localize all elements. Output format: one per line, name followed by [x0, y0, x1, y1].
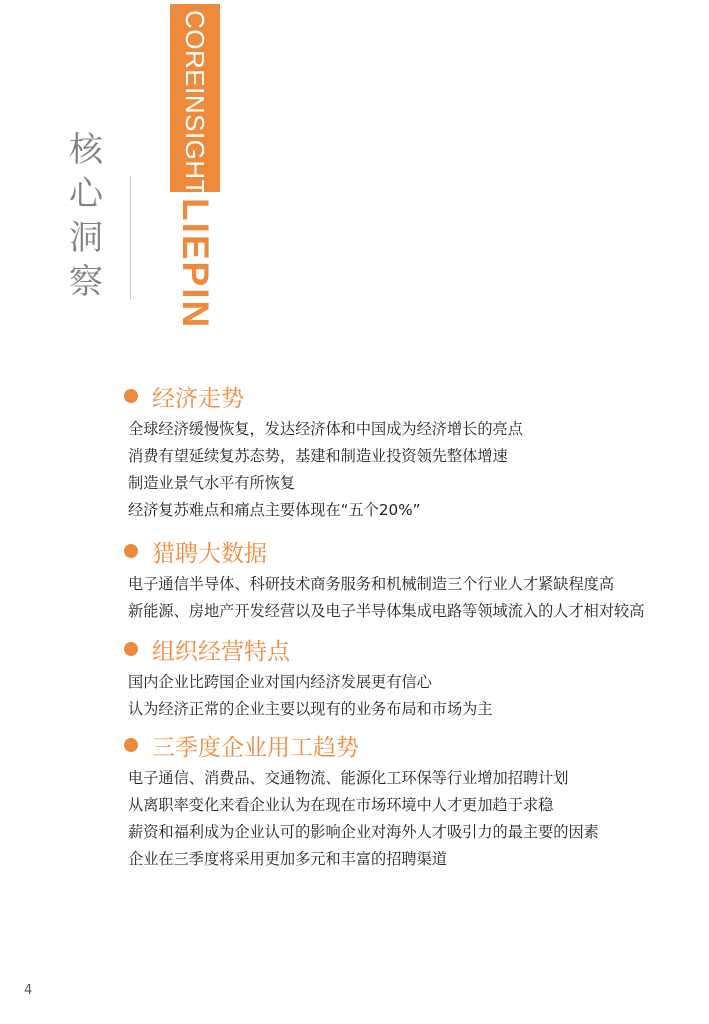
section-economic-trend — [128, 378, 698, 524]
list-item: 电子通信半导体、科研技术商务服务和机械制造三个行业人才紧缺程度高 — [128, 575, 614, 593]
list-item: 电子通信、消费品、交通物流、能源化工环保等行业增加招聘计划 — [128, 769, 569, 787]
spacer — [128, 524, 698, 533]
list-item: 认为经济正常的企业主要以现有的业务布局和市场为主 — [128, 700, 493, 718]
section-items — [128, 669, 698, 723]
section-heading — [124, 378, 698, 414]
list-item: 薪资和福利成为企业认可的影响企业对海外人才吸引力的最主要的因素 — [128, 823, 599, 841]
list-item: 国内企业比跨国企业对国内经济发展更有信心 — [128, 673, 432, 691]
list-item: 企业在三季度将采用更加多元和丰富的招聘渠道 — [128, 850, 447, 868]
section-items — [128, 571, 698, 625]
list-item: 新能源、房地产开发经营以及电子半导体集成电路等领域流入的人才相对较高 — [128, 602, 645, 620]
list-item: 制造业景气水平有所恢复 — [128, 474, 296, 492]
bullet-icon — [124, 738, 138, 752]
section-heading-text: 经济走势 — [152, 385, 244, 412]
page-number: 4 — [24, 983, 33, 998]
insights-content — [128, 378, 698, 873]
list-item: 经济复苏难点和痛点主要体现在“五个20%” — [128, 501, 421, 519]
list-item: 全球经济缓慢恢复，发达经济体和中国成为经济增长的亮点 — [128, 420, 523, 438]
section-title-char: 洞 — [69, 218, 103, 258]
section-liepin-big-data — [128, 533, 698, 625]
section-heading-text: 组织经营特点 — [152, 638, 290, 665]
section-q3-employment-trend — [128, 727, 698, 873]
bullet-icon — [124, 389, 138, 403]
section-title-char: 核 — [69, 130, 103, 170]
section-heading — [124, 631, 698, 667]
banner-text: COREINSIGHTS — [180, 10, 210, 214]
section-heading — [124, 533, 698, 569]
bullet-icon — [124, 544, 138, 558]
vertical-divider — [130, 176, 131, 300]
section-heading-text: 猎聘大数据 — [152, 540, 267, 567]
list-item: 从离职率变化来看企业认为在现在市场环境中人才更加趋于求稳 — [128, 796, 554, 814]
section-items — [128, 765, 698, 873]
section-title-char: 心 — [69, 174, 103, 214]
brand-logo-text: LIEPIN — [175, 198, 216, 330]
section-heading-text: 三季度企业用工趋势 — [152, 734, 359, 761]
section-title — [64, 128, 108, 304]
section-heading — [124, 727, 698, 763]
list-item: 消费有望延续复苏态势，基建和制造业投资领先整体增速 — [128, 447, 508, 465]
bullet-icon — [124, 642, 138, 656]
section-items — [128, 416, 698, 524]
section-title-char: 察 — [69, 262, 103, 302]
section-organization-features — [128, 631, 698, 723]
